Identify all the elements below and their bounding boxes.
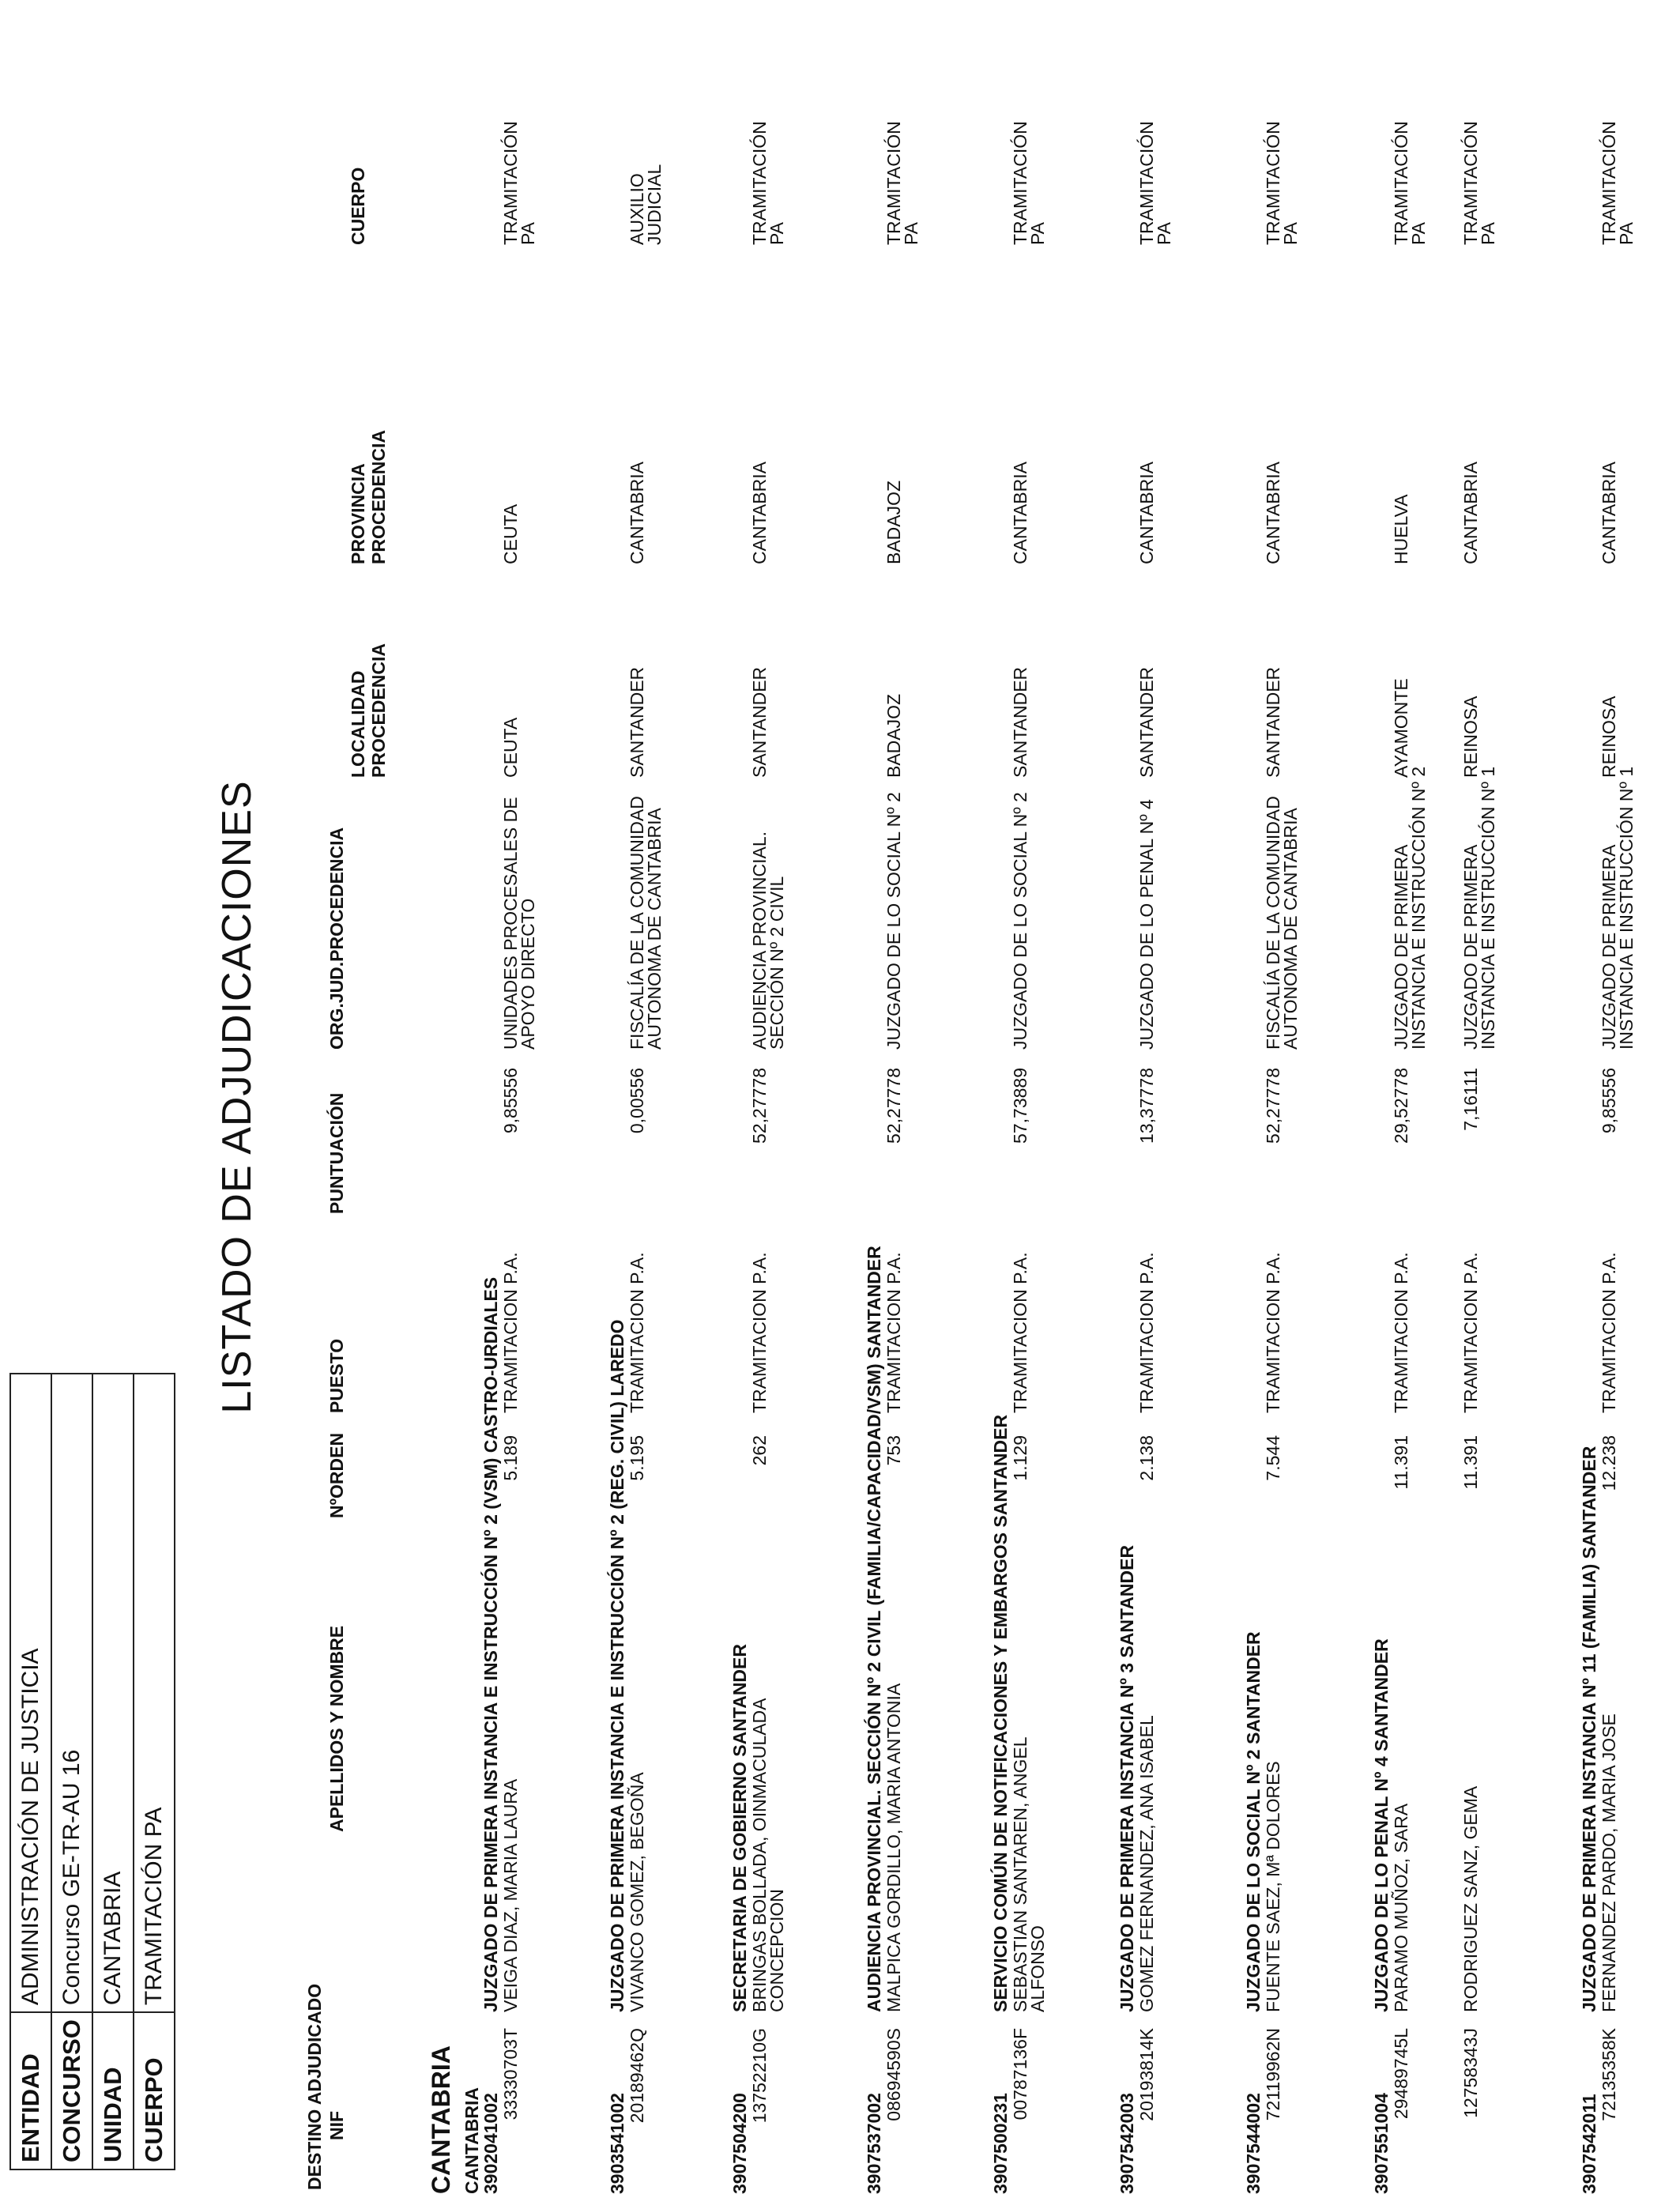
provincia-value: BADAJOZ [883, 480, 904, 564]
group-code: 3902041002 [480, 2093, 501, 2194]
puntuacion-value: 52,27778 [883, 1068, 904, 1144]
column-header-localidad-line: PROCEDENCIA [368, 643, 389, 778]
orden-value: 5.189 [500, 1435, 521, 1481]
column-header-destino: DESTINO ADJUDICADO [304, 1983, 325, 2190]
puesto-value: TRAMITACION P.A. [1391, 1252, 1411, 1413]
group-name: SERVICIO COMÚN DE NOTIFICACIONES Y EMBARGOS SANTANDER [990, 1414, 1011, 2012]
page-title: LISTADO DE ADJUDICACIONES [214, 780, 260, 1414]
header-info-table [9, 1373, 175, 2170]
nif-value: 13752210G [749, 2028, 770, 2124]
cuerpo-value: TRAMITACIÓN [883, 121, 904, 245]
column-header-provincia-line: PROCEDENCIA [368, 430, 389, 564]
puesto-value: TRAMITACION P.A. [749, 1252, 770, 1413]
org-value: SECCIÓN Nº 2 CIVIL [767, 876, 787, 1050]
puntuacion-value: 0,00556 [627, 1068, 647, 1134]
name-value: VIVANCO GOMEZ, BEGOÑA [627, 1772, 647, 2012]
provincia-value: CANTABRIA [1263, 462, 1283, 564]
org-value: JUZGADO DE PRIMERA [1460, 844, 1481, 1050]
name-value: GOMEZ FERNANDEZ, ANA ISABEL [1136, 1715, 1157, 2012]
region-heading: CANTABRIA [427, 2045, 455, 2194]
provincia-value: CANTABRIA [1136, 462, 1157, 564]
group-name: SECRETARIA DE GOBIERNO SANTANDER [729, 1644, 750, 2012]
orden-value: 753 [883, 1435, 904, 1466]
group-code: 3907537002 [864, 2093, 884, 2194]
cuerpo-value: TRAMITACIÓN [1136, 121, 1157, 245]
cuerpo-value: PA [1408, 222, 1429, 245]
name-value: SEBASTIAN SANTAREN, ANGEL [1010, 1736, 1030, 2012]
cuerpo-value: PA [1280, 222, 1301, 245]
puntuacion-value: 7,16111 [1460, 1068, 1481, 1131]
name-value: FUENTE SAEZ, Mª DOLORES [1263, 1761, 1283, 2012]
group-name: JUZGADO DE PRIMERA INSTANCIA E INSTRUCCIÓN Nº 2 (VSM) CASTRO-URDIALES [480, 1276, 501, 2012]
header-row-cuerpo [134, 1374, 175, 2169]
group-code: 3907542003 [1117, 2093, 1137, 2194]
org-value: INSTANCIA E INSTRUCCIÓN Nº 1 [1478, 766, 1498, 1050]
puntuacion-value: 13,37778 [1136, 1068, 1157, 1144]
nif-value: 00787136F [1010, 2028, 1030, 2120]
nif-value: 72135358K [1599, 2028, 1619, 2121]
nif-value: 20193814K [1136, 2028, 1157, 2121]
cuerpo-value: PA [901, 222, 921, 245]
cuerpo-value: PA [1478, 222, 1498, 245]
group-name: JUZGADO DE LO SOCIAL Nº 2 SANTANDER [1243, 1631, 1264, 2012]
orden-value: 7.544 [1263, 1435, 1283, 1481]
nif-value: 33330703T [500, 2028, 521, 2120]
column-header-orgjud: ORG.JUD.PROCEDENCIA [326, 827, 347, 1050]
localidad-value: AYAMONTE [1391, 678, 1411, 778]
name-value: BRINGAS BOLLADA, OINMACULADA [749, 1698, 770, 2012]
group-code: 3907504200 [729, 2093, 750, 2194]
group-code: 3903541002 [607, 2093, 627, 2194]
column-header-puesto: PUESTO [326, 1338, 347, 1413]
column-header-cuerpo: CUERPO [348, 167, 368, 245]
column-header-nif: NIF [326, 2110, 347, 2140]
header-value: Concurso GE-TR-AU 16 [51, 1374, 92, 2012]
provincia-value: CANTABRIA [749, 462, 770, 564]
group-name: AUDIENCIA PROVINCIAL. SECCIÓN Nº 2 CIVIL (FAMILIA/CAPACIDAD/VSM) SANTANDER [864, 1246, 884, 2012]
org-value: JUZGADO DE LO PENAL Nº 4 [1136, 799, 1157, 1050]
localidad-value: SANTANDER [627, 666, 647, 778]
cuerpo-value: TRAMITACIÓN [1391, 121, 1411, 245]
header-key: CUERPO [134, 2012, 175, 2169]
cuerpo-value: AUXILIO [627, 173, 647, 245]
group-code: 3907542011 [1579, 2094, 1599, 2194]
header-key: ENTIDAD [10, 2012, 51, 2169]
provincia-value: CEUTA [500, 503, 521, 564]
puesto-value: TRAMITACION P.A. [1136, 1252, 1157, 1413]
group-name: JUZGADO DE LO PENAL Nº 4 SANTANDER [1371, 1638, 1392, 2012]
org-value: JUZGADO DE PRIMERA [1599, 844, 1619, 1050]
name-value: VEIGA DIAZ, MARIA LAURA [500, 1778, 521, 2012]
cuerpo-value: PA [1154, 222, 1174, 245]
column-header-apellidos: APELLIDOS Y NOMBRE [326, 1625, 347, 1832]
puntuacion-value: 52,27778 [1263, 1068, 1283, 1144]
localidad-value: SANTANDER [1136, 666, 1157, 778]
puntuacion-value: 57,73889 [1010, 1068, 1030, 1144]
provincia-value: HUELVA [1391, 494, 1411, 564]
puesto-value: TRAMITACION P.A. [1263, 1252, 1283, 1413]
group-name: JUZGADO DE PRIMERA INSTANCIA Nº 3 SANTANDER [1117, 1544, 1137, 2012]
header-row-unidad [92, 1374, 134, 2169]
group-name: JUZGADO DE PRIMERA INSTANCIA E INSTRUCCIÓN Nº 2 (REG. CIVIL) LAREDO [607, 1319, 627, 2012]
puntuacion-value: 29,52778 [1391, 1068, 1411, 1144]
cuerpo-value: PA [767, 222, 787, 245]
name-value: RODRIGUEZ SANZ, GEMA [1460, 1785, 1481, 2012]
name-value: MALPICA GORDILLO, MARIA ANTONIA [883, 1683, 904, 2012]
org-value: UNIDADES PROCESALES DE [500, 797, 521, 1050]
subregion-heading: CANTABRIA [461, 2087, 482, 2194]
cuerpo-value: TRAMITACIÓN [1460, 121, 1481, 245]
puntuacion-value: 9,85556 [500, 1068, 521, 1134]
puesto-value: TRAMITACION P.A. [1460, 1252, 1481, 1413]
org-value: INSTANCIA E INSTRUCCIÓN Nº 1 [1616, 766, 1637, 1050]
column-header-localidad-line: LOCALIDAD [348, 670, 368, 778]
puesto-value: TRAMITACION P.A. [627, 1252, 647, 1413]
cuerpo-value: TRAMITACIÓN [1010, 121, 1030, 245]
name-value: FERNANDEZ PARDO, MARIA JOSE [1599, 1713, 1619, 2012]
cuerpo-value: PA [518, 222, 538, 245]
group-code: 3907551004 [1371, 2093, 1392, 2194]
cuerpo-value: TRAMITACIÓN [749, 121, 770, 245]
cuerpo-value: TRAMITACIÓN [500, 121, 521, 245]
provincia-value: CANTABRIA [627, 462, 647, 564]
puesto-value: TRAMITACION P.A. [883, 1252, 904, 1413]
header-value: ADMINISTRACIÓN DE JUSTICIA [10, 1374, 51, 2012]
localidad-value: CEUTA [500, 717, 521, 778]
nif-value: 20189462Q [627, 2028, 647, 2124]
localidad-value: SANTANDER [1263, 666, 1283, 778]
cuerpo-value: JUDICIAL [644, 164, 665, 245]
header-key: CONCURSO [51, 2012, 92, 2169]
orden-value: 262 [749, 1435, 770, 1466]
nif-value: 12758343J [1460, 2028, 1481, 2118]
cuerpo-value: TRAMITACIÓN [1263, 121, 1283, 245]
group-name: JUZGADO DE PRIMERA INSTANCIA Nº 11 (FAMILIA) SANTANDER [1579, 1446, 1599, 2012]
orden-value: 1.129 [1010, 1435, 1030, 1481]
org-value: AUTONOMA DE CANTABRIA [644, 808, 665, 1050]
provincia-value: CANTABRIA [1599, 462, 1619, 564]
orden-value: 5.195 [627, 1435, 647, 1481]
cuerpo-value: PA [1616, 222, 1637, 245]
column-header-puntuacion: PUNTUACIÓN [326, 1092, 347, 1214]
org-value: JUZGADO DE PRIMERA [1391, 844, 1411, 1050]
header-value: TRAMITACIÓN PA [134, 1374, 175, 2012]
name-value: PARAMO MUÑOZ, SARA [1391, 1803, 1411, 2012]
localidad-value: SANTANDER [749, 666, 770, 778]
puesto-value: TRAMITACION P.A. [1599, 1252, 1619, 1413]
puntuacion-value: 9,85556 [1599, 1068, 1619, 1134]
localidad-value: REINOSA [1460, 696, 1481, 778]
nif-value: 29489745L [1391, 2028, 1411, 2120]
group-code: 3907500231 [990, 2093, 1011, 2194]
cuerpo-value: TRAMITACIÓN [1599, 121, 1619, 245]
localidad-value: REINOSA [1599, 696, 1619, 778]
column-header-provincia [348, 430, 389, 564]
orden-value: 12.238 [1599, 1435, 1619, 1491]
column-header-provincia-line: PROVINCIA [348, 463, 368, 564]
name-value: CONCEPCION [767, 1889, 787, 2012]
orden-value: 2.138 [1136, 1435, 1157, 1481]
org-value: JUZGADO DE LO SOCIAL Nº 2 [883, 792, 904, 1050]
column-header-norden: NºORDEN [326, 1432, 347, 1518]
org-value: INSTANCIA E INSTRUCCIÓN Nº 2 [1408, 766, 1429, 1050]
header-row-entidad [10, 1374, 51, 2169]
header-row-concurso [51, 1374, 92, 2169]
provincia-value: CANTABRIA [1460, 462, 1481, 564]
puntuacion-value: 52,27778 [749, 1068, 770, 1144]
localidad-value: BADAJOZ [883, 693, 904, 778]
org-value: AUTONOMA DE CANTABRIA [1280, 808, 1301, 1050]
org-value: JUZGADO DE LO SOCIAL Nº 2 [1010, 792, 1030, 1050]
org-value: FISCALÍA DE LA COMUNIDAD [627, 796, 647, 1050]
name-value: ALFONSO [1027, 1925, 1048, 2012]
column-header-localidad [348, 643, 389, 778]
provincia-value: CANTABRIA [1010, 462, 1030, 564]
cuerpo-value: PA [1027, 222, 1048, 245]
puesto-value: TRAMITACION P.A. [1010, 1252, 1030, 1413]
org-value: FISCALÍA DE LA COMUNIDAD [1263, 796, 1283, 1050]
group-code: 3907544002 [1243, 2093, 1264, 2194]
puesto-value: TRAMITACION P.A. [500, 1252, 521, 1413]
org-value: AUDIENCIA PROVINCIAL. [749, 831, 770, 1050]
nif-value: 72119962N [1263, 2028, 1283, 2121]
orden-value: 11.391 [1460, 1435, 1481, 1490]
header-key: UNIDAD [92, 2012, 134, 2169]
org-value: APOYO DIRECTO [518, 898, 538, 1050]
orden-value: 11.391 [1391, 1435, 1411, 1490]
header-value: CANTABRIA [92, 1374, 134, 2012]
localidad-value: SANTANDER [1010, 666, 1030, 778]
nif-value: 08694590S [883, 2028, 904, 2121]
